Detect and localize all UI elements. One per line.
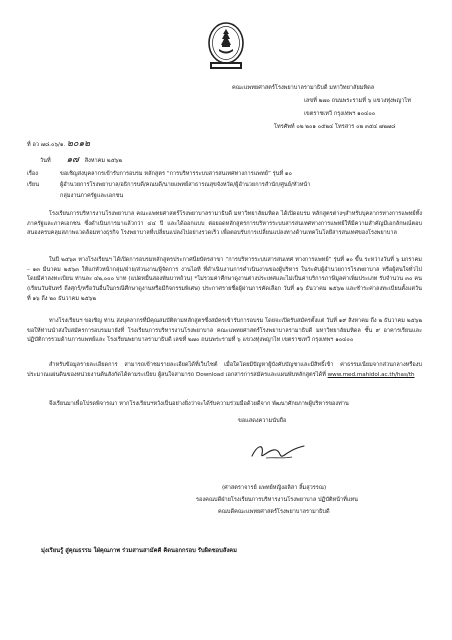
university-seal-logo: [200, 18, 252, 74]
paragraph-3-line-1: ทางโรงเรียนฯ ขอเชิญ ท่าน ส่งบุคลากรที่มีคุณสมบัติตามหลักสูตรซึ่งสมัครเข้ารับการอบรม โดยจะเปิดรับสมัครตั้งแต่: [49, 318, 325, 324]
course-website-link[interactable]: www.med.mahidol.ac.th/has/th: [327, 371, 415, 378]
paragraph-1-line-3: ต่อยอดหลักสูตรการบริหารระบบสารสนเทศทางการแพทย์ให้มีความสำคัญมีเอกลักษณ์ตอบสนองครบคลุมสภาพแวดล้อมทางธุรกิจ: [27, 220, 423, 237]
paragraph-1-line-4: โรงพยาบาลที่เปลี่ยนแปลงไปอย่างรวดเร็ว เพื่อตอบรับการเปลี่ยนแปลงทางด้านเทคโนโลยีสารสนเทศของโรงพยาบาล: [120, 230, 397, 237]
paragraph-1-line-2: หลักสูตรต่างๆสำหรับบุคลากรทางการแพทย์ทั้งภาครัฐและภาคเอกชน ซึ่งดำเนินการมาแล้วกว่า ๔๔ ปี และได้ออกแบบ: [27, 211, 422, 227]
paragraph-4-line-2: ค่าธรรมเนียมจากส่วนกลางหรืองบประมาณแผ่นดินของหน่วยงานต้นสังกัดได้ตามระเบียบ ผู้สนใจสามารถ Download เอกสารการสมัครและแผนพับหลักสูตรได้ที่: [27, 362, 423, 378]
letterhead-address-line-3: เขตราชเทวี กรุงเทพฯ ๑๐๔๐๐: [304, 111, 376, 117]
closing-paragraph: จึงเรียนมาเพื่อโปรดพิจารณา หากโรงเรียนฯหวังเป็นอย่างยิ่งว่าจะได้รับความร่วมมือด้วยดีจาก พัฒนาศักยภาพผู้บริหารของท่าน: [49, 401, 349, 407]
paragraph-2-line-1: ในปี ๒๕๖๓ ทางโรงเรียนฯ ได้เปิดการอบรมหลักสูตรประกาศนียบัตรสาขา “การบริหารระบบสารสนเทศ: [49, 257, 294, 263]
document-date: [40, 157, 122, 164]
handwritten-signature: [248, 440, 308, 464]
signatory-title-1: รองคณบดีฝ่ายโรงเรียนการบริหารงานโรงพยาบาล ปฏิบัติหน้าที่แทน: [196, 497, 358, 503]
to-label: เรียน: [27, 182, 40, 188]
to-line-2: กลุ่มงานภาครัฐและเอกชน: [60, 193, 124, 199]
letterhead-address-line-4: โทรศัพท์ ๐๒ ๒๐๑ ๐๕๒๔ โทรสาร ๐๒ ๓๕๔ ๗๒๗๘: [274, 124, 396, 130]
paragraph-3: [27, 317, 422, 346]
paragraph-3-line-4: โรงเรียนพยาบาลรามาธิบดี เลขที่ ๒๗๐ ถนนพระรามที่ ๖ แขวงทุ่งพญาไท เขตราชเทวี กรุงเทพฯ ๑๐๔๐๐: [107, 337, 354, 344]
document-number-label: ที่ อว ๗๘.๐๖/๑.: [27, 142, 66, 148]
document-number-handwritten: ๒๐๑๒: [67, 139, 91, 149]
letterhead-address-line-1: คณะแพทยศาสตร์โรงพยาบาลรามาธิบดี มหาวิทยาลัยมหิดล: [232, 85, 375, 91]
date-day-handwritten: ๑๗: [66, 155, 79, 165]
paragraph-3-line-3: คณะแพทยศาสตร์โรงพยาบาลรามาธิบดี มหาวิทยาลัยมหิดล ชั้น ๙ อาคารเรียนและปฏิบัติการรวมด้านการแพทย์และ: [27, 327, 422, 344]
paragraph-2-line-6: วันที่ ๑๖ ธันวาคม ๒๕๖๒ และชำระค่าลงทะเบียนตั้งแต่วันที่ ๑๖ ถึง ๒๐ ธันวาคม ๒๕๖๒: [27, 286, 422, 302]
footer-motto: มุ่งเรียนรู้ สู่คุณธรรม ใฝ่คุณภาพ ร่วมสานสามัคคี คิดนอกกรอบ รับผิดชอบสังคม: [41, 548, 237, 554]
signatory-name: (ศาสตราจารย์ แพทย์หญิงอลิสา ลิ้มสุวรรณ): [222, 485, 327, 491]
subject-text: ขอเชิญส่งบุคลากรเข้ารับการอบรม หลักสูตร “การบริหารระบบสารสนเทศทางการแพทย์” รุ่นที่ ๑๐: [60, 171, 292, 177]
date-label: วันที่: [40, 158, 51, 164]
date-month-year: สิงหาคม ๒๕๖๒: [84, 158, 123, 164]
paragraph-2-line-2: ทางการแพทย์” รุ่นที่ ๑๐ ขึ้น ระหว่างวันที่ ๖ มกราคม – ๑๓ มีนาคม ๒๕๖๓ ให้แก่หัวหน้ากลุ่ม/ฝ่าย/ส่วนงาน/ผู้จัดการ: [27, 257, 422, 273]
paragraph-2-line-5: รับจำนวน ๓๐ คน (เรียนวันจันทร์ ถึงศุกร์/หรือวันอื่นในกรณีศึกษาดูงานหรือมีกิจกรรมพิเศษ) ประกาศรายชื่อผู้ผ่านการคัดเลือก: [27, 276, 422, 293]
document-number: [27, 141, 90, 148]
paragraph-2-line-3: งานไอที ที่ดำเนินงานการดำเนินงานของผู้บริหาร ในระดับผู้อำนวยการโรงพยาบาล หรือผู้สนใจทั่วไป โดยมีค่าลงทะเบียน: [27, 266, 422, 283]
subject-label: เรื่อง: [27, 171, 39, 177]
paragraph-3-line-2: วันที่ ๑๙ สิงหาคม ถึง ๒ ธันวาคม ๒๕๖๒ ขอให้ท่านนำส่งใบสมัครการอบรมมายังที่ โรงเรียนการบริหารงานโรงพยาบาล: [27, 318, 423, 334]
signoff: ขอแสดงความนับถือ: [238, 418, 287, 424]
paragraph-4-line-1: สำหรับข้อมูลรายละเอียดการ สามารถเข้าชมรายละเอียดได้ที่เว็บไซต์ เมื่อใดโดยมีปัญหาผู้บังคับบัญชาและมีสิทธิ์เข้า: [49, 362, 334, 368]
to-line-1: ผู้อำนวยการโรงพยาบาล/อธิการบดี/คณบดี/นายแพทย์สาธารณสุขจังหวัด/ผู้อำนวยการสำนัก/ศูนย์/หัวหน้า: [60, 182, 311, 188]
letterhead-address-line-2: เลขที่ ๒๗๐ ถนนพระรามที่ ๖ แขวงทุ่งพญาไท: [304, 98, 411, 104]
paragraph-1: [27, 210, 422, 239]
paragraph-4: [27, 361, 422, 380]
signatory-title-2: คณบดีคณะแพทยศาสตร์โรงพยาบาลรามาธิบดี: [218, 509, 330, 515]
paragraph-2-line-4: ท่านละ ๔๒,๐๐๐ บาท (แปดหมื่นสองพันบาทถ้วน) *ไม่รวมค่าศึกษาดูงานต่างประเทศและไม่เป็นค่าบริการภาษีมูลค่าเพิ่มประเภท: [74, 276, 378, 283]
paragraph-1-line-1: โรงเรียนการบริหารงานโรงพยาบาล คณะแพทยศาสตร์โรงพยาบาลรามาธิบดี มหาวิทยาลัยมหิดล ได้เปิดอบรม: [49, 211, 311, 217]
paragraph-2: [27, 256, 422, 305]
